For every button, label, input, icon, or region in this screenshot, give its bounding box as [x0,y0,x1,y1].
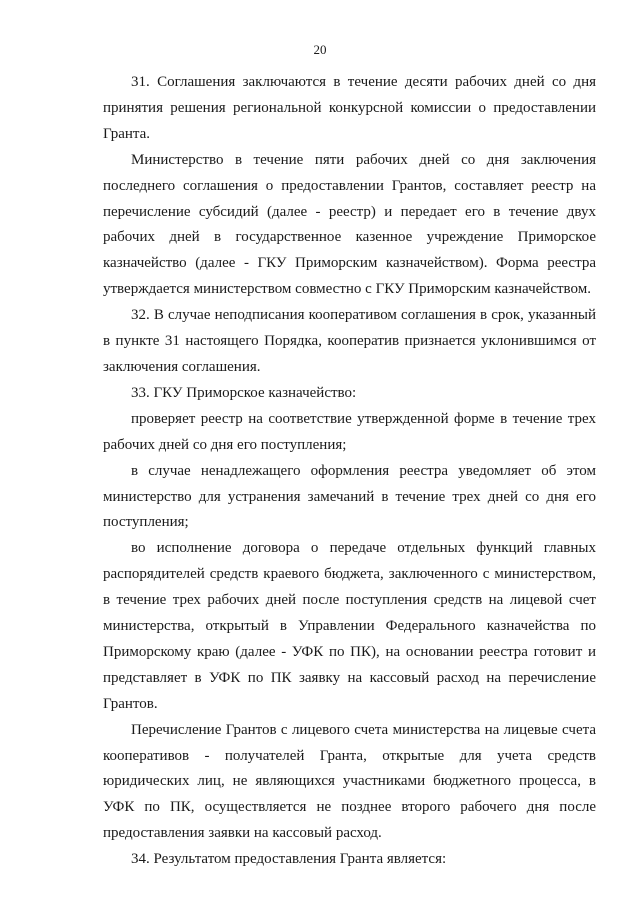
paragraph-31: 31. Соглашения заключаются в течение десяти рабочих дней со дня принятия решения региональной конкурсной комиссии о предоставлении Гранта. [103,74,596,142]
document-body [103,70,596,873]
paragraph-34: 34. Результатом предоставления Гранта является: [131,851,447,868]
paragraph-32: 32. В случае неподписания кооперативом соглашения в срок, указанный в пункте 31 настоящего Порядка, кооператив признается уклонившимся от заключения соглашения. [103,307,596,375]
paragraph-transfer: Перечисление Грантов с лицевого счета министерства на лицевые счета кооперативов - получателей Гранта, открытые для учета средств юридических лиц, не являющихся участниками бюджетного процесса, в УФК по ПК, осуществляется не позднее второго рабочего дня после предоставления заявки на кассовый расход. [103,721,596,842]
paragraph-33: 33. ГКУ Приморское казначейство: [131,384,357,401]
paragraph-registry: Министерство в течение пяти рабочих дней со дня заключения последнего соглашения о предоставлении Грантов, составляет реестр на перечисление субсидий (далее - реестр) и передает его в течение двух рабочих дней в государственное казенное учреждение Приморское казначейство (далее - ГКУ Приморским казначейством). Форма реестра утверждается министерством совместно с ГКУ Приморским казначейством. [103,151,596,298]
paragraph-33-check: проверяет реестр на соответствие утвержденной форме в течение трех рабочих дней со дня его поступления; [103,410,596,453]
paragraph-33-execution: во исполнение договора о передаче отдельных функций главных распорядителей средств краевого бюджета, заключенного с министерством, в течение трех рабочих дней после поступления средств на лицевой счет министерства, открытый в Управлении Федерального казначейства по Приморскому краю (далее - УФК по ПК), на основании реестра готовит и представляет в УФК по ПК заявку на кассовый расход на перечисление Грантов. [103,540,596,712]
paragraph-33-notify: в случае ненадлежащего оформления реестра уведомляет об этом министерство для устранения замечаний в течение трех дней со дня его поступления; [103,462,596,531]
page-number: 20 [313,42,327,57]
